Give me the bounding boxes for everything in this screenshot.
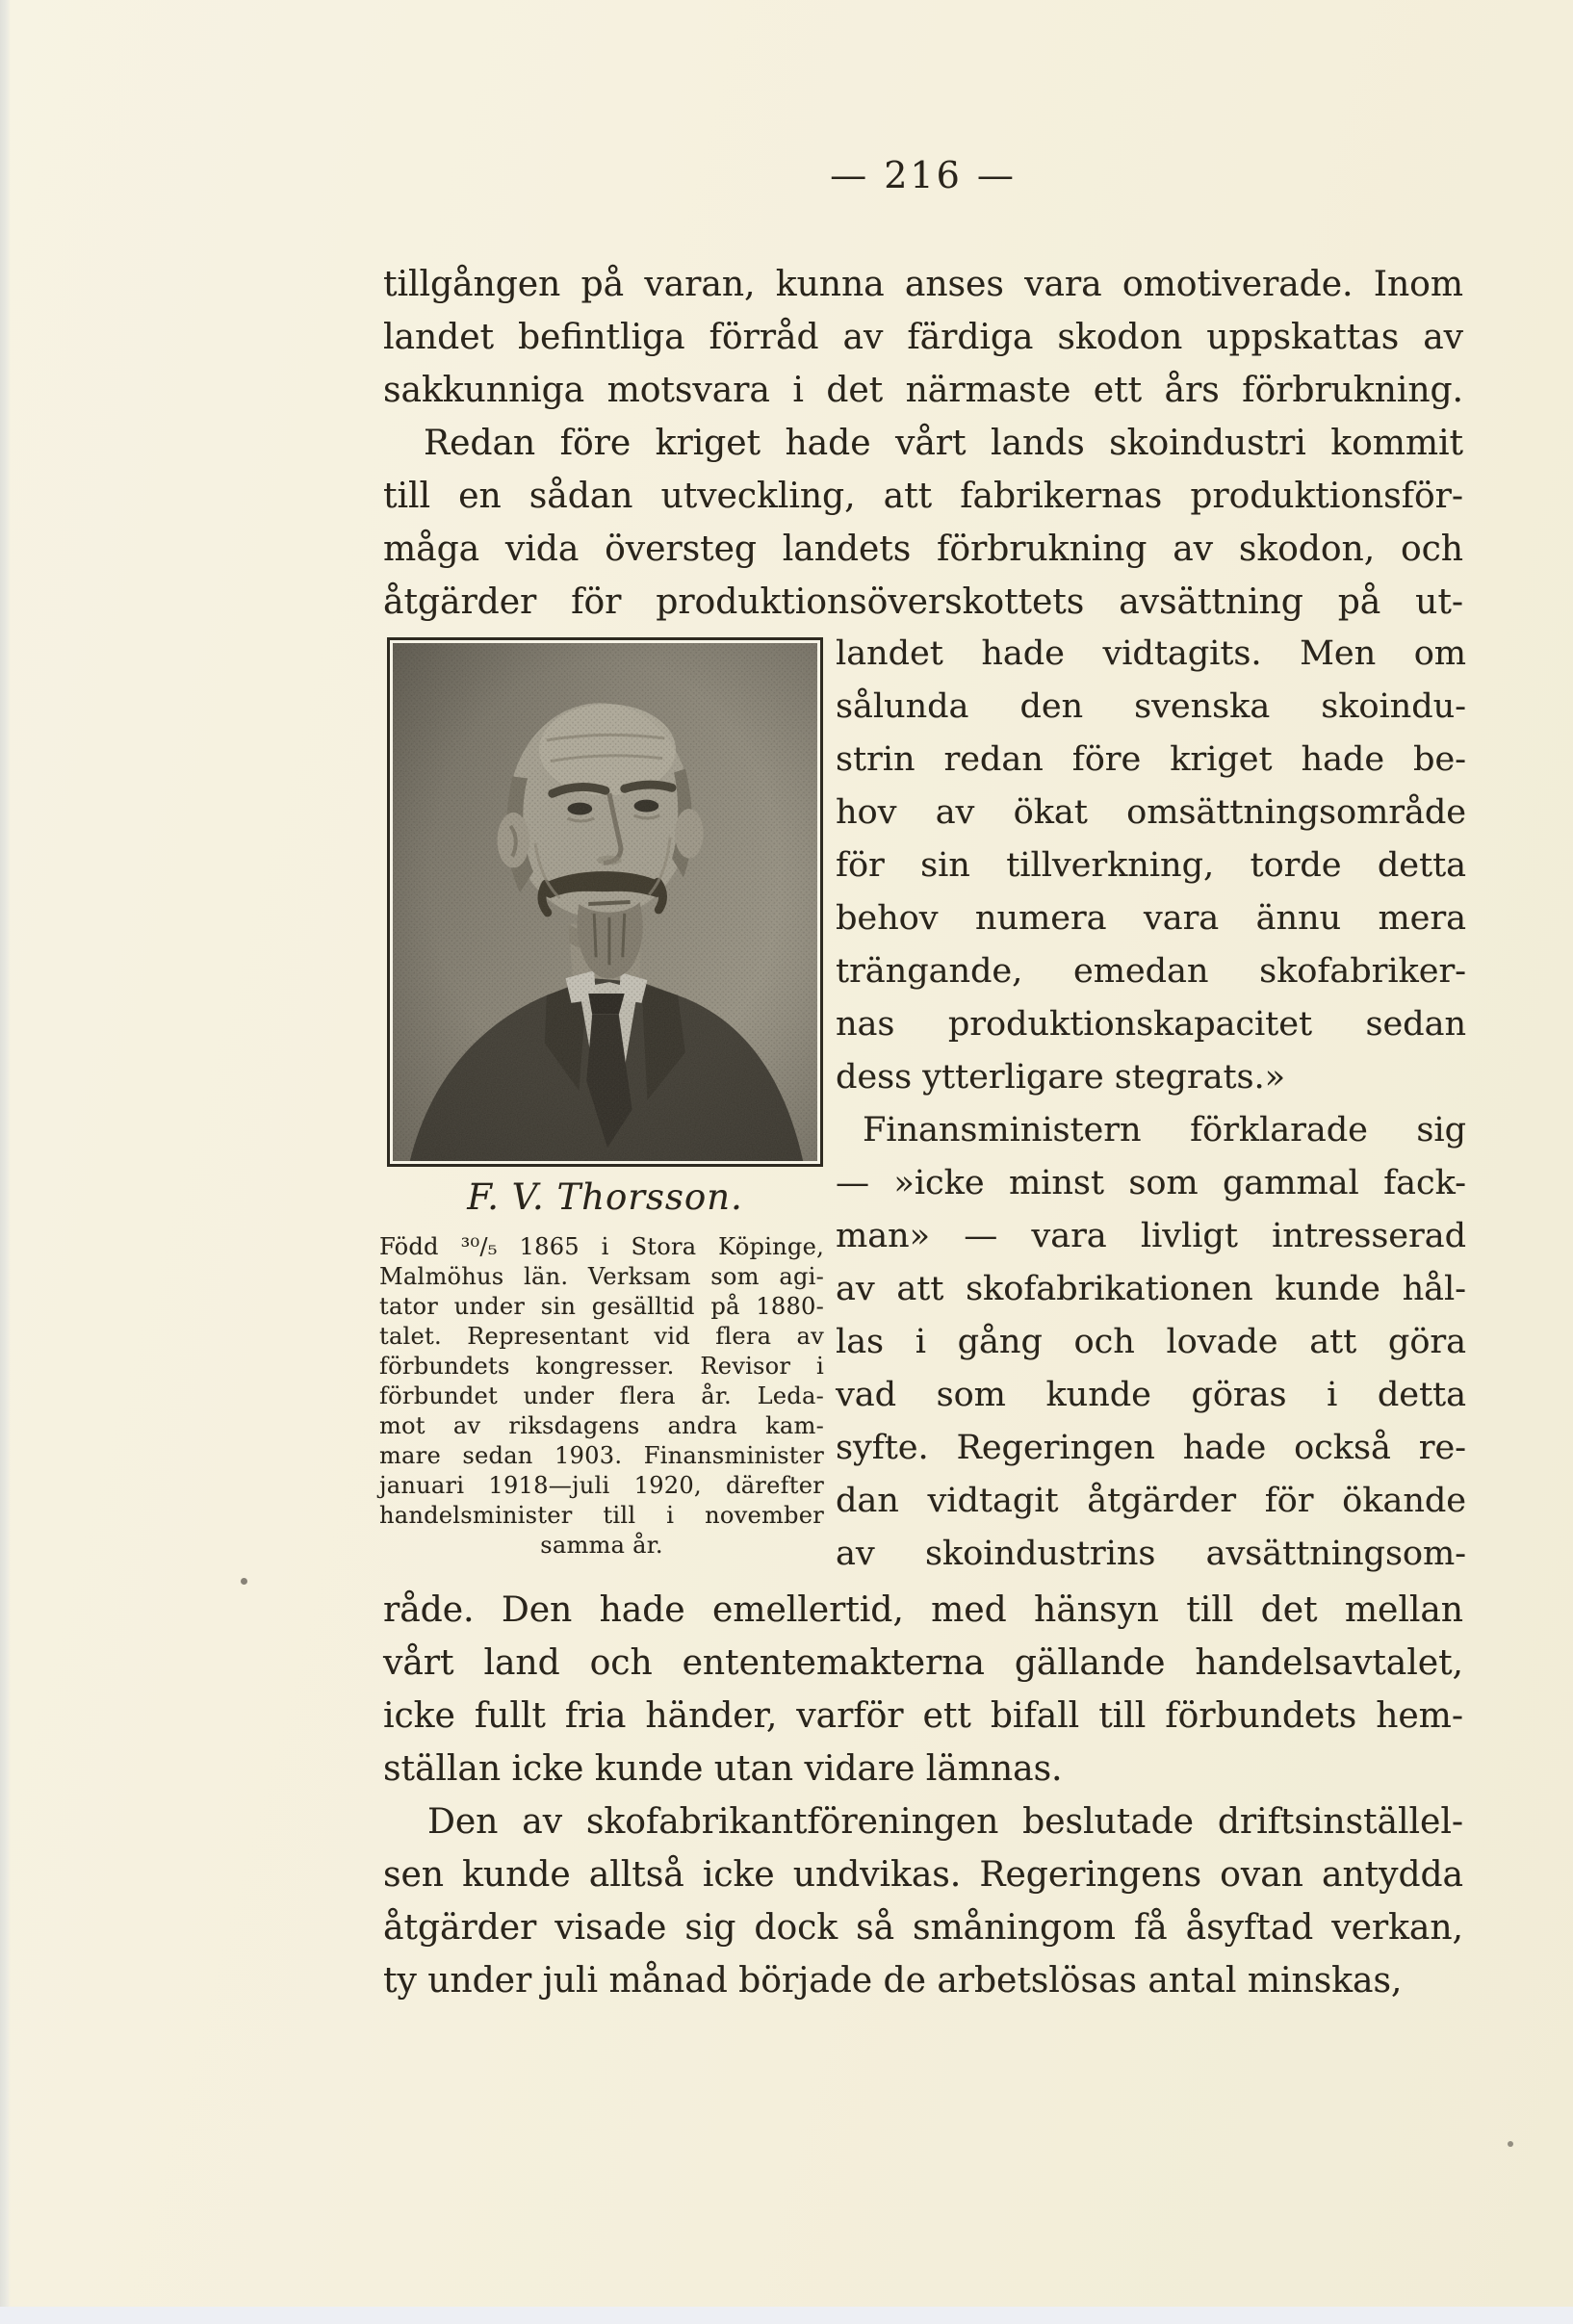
portrait-photo-frame (387, 637, 823, 1167)
text-line: talet. Representant vid flera av (379, 1323, 824, 1350)
text-line: mot av riksdagens andra kam- (379, 1412, 824, 1439)
photo-caption: F. V. Thorsson. (467, 1176, 743, 1218)
text-line: landet befintliga förråd av färdiga skodon uppskattas av (383, 318, 1463, 357)
text-line: vårt land och ententemakterna gällande handelsavtalet, (383, 1643, 1463, 1683)
text-line: januari 1918—juli 1920, därefter (379, 1472, 824, 1499)
scan-bottom-edge (0, 2307, 1573, 2324)
text-line: åtgärder för produktionsöverskottets avsättning på ut- (383, 582, 1463, 622)
text-line: Finansministern förklarade sig (863, 1111, 1466, 1149)
text-line: syfte. Regeringen hade också re- (836, 1429, 1466, 1467)
text-line: strin redan före kriget hade be- (836, 740, 1466, 779)
text-line: av skoindustrins avsättningsom- (836, 1535, 1466, 1573)
text-line: ställan icke kunde utan vidare lämnas. (383, 1749, 1063, 1789)
text-line: tillgången på varan, kunna anses vara omotiverade. Inom (383, 265, 1463, 304)
text-line: dan vidtagit åtgärder för ökande (836, 1482, 1466, 1520)
text-line: sålunda den svenska skoindu- (836, 687, 1466, 726)
text-line: sen kunde alltså icke undvikas. Regeringens ovan antydda (383, 1855, 1463, 1895)
text-line: Den av skofabrikantföreningen beslutade driftsinställel- (427, 1802, 1463, 1842)
text-line: sakkunniga motsvara i det närmaste ett års förbrukning. (383, 371, 1463, 410)
text-line: dess ytterligare stegrats.» (836, 1058, 1286, 1097)
text-line: Malmöhus län. Verksam som agi- (379, 1263, 824, 1290)
text-line: — »icke minst som gammal fack- (836, 1164, 1466, 1202)
text-line: las i gång och lovade att göra (836, 1323, 1466, 1361)
text-line: tator under sin gesälltid på 1880- (379, 1293, 824, 1320)
text-line: till en sådan utveckling, att fabrikernas produktionsför- (383, 477, 1463, 516)
text-line: vad som kunde göras i detta (836, 1376, 1466, 1414)
paper-speck (241, 1578, 247, 1585)
text-line: åtgärder visade sig dock så småningom få åsyftad verkan, (383, 1908, 1463, 1948)
text-line: av att skofabrikationen kunde hål- (836, 1270, 1466, 1308)
text-line: för sin tillverkning, torde detta (836, 846, 1466, 885)
text-line: Redan före kriget hade vårt lands skoindustri kommit (424, 424, 1463, 463)
text-line: råde. Den hade emellertid, med hänsyn till det mellan (383, 1590, 1463, 1630)
text-line: trängande, emedan skofabriker- (836, 952, 1466, 991)
text-line: mare sedan 1903. Finansminister (379, 1442, 824, 1469)
text-line: behov numera vara ännu mera (836, 899, 1466, 938)
text-line: icke fullt fria händer, varför ett bifall till förbundets hem- (383, 1696, 1463, 1736)
text-line: förbundet under flera år. Leda- (379, 1382, 824, 1409)
paper-speck (1508, 2141, 1513, 2147)
text-line: man» — vara livligt intresserad (836, 1217, 1466, 1255)
text-line: förbundets kongresser. Revisor i (379, 1353, 824, 1380)
text-line: ty under juli månad började de arbetslösas antal minskas, (383, 1961, 1403, 2001)
page-number: — 216 — (830, 154, 1017, 196)
text-line: samma år. (540, 1532, 663, 1559)
body-text-top (383, 258, 1463, 629)
text-line: hov av ökat omsättningsområde (836, 793, 1466, 832)
text-line: landet hade vidtagits. Men om (836, 634, 1466, 673)
body-text-bottom (383, 1584, 1463, 2007)
photo-biography (379, 1232, 824, 1561)
text-line: måga vida översteg landets förbrukning av skodon, och (383, 529, 1463, 569)
portrait-illustration (393, 643, 817, 1161)
scan-left-edge (0, 0, 11, 2324)
text-line: nas produktionskapacitet sedan (836, 1005, 1466, 1044)
text-line: handelsminister till i november (379, 1502, 824, 1529)
body-text-right-column (836, 628, 1466, 1581)
text-line: Född ³⁰/₅ 1865 i Stora Köpinge, (379, 1233, 824, 1260)
